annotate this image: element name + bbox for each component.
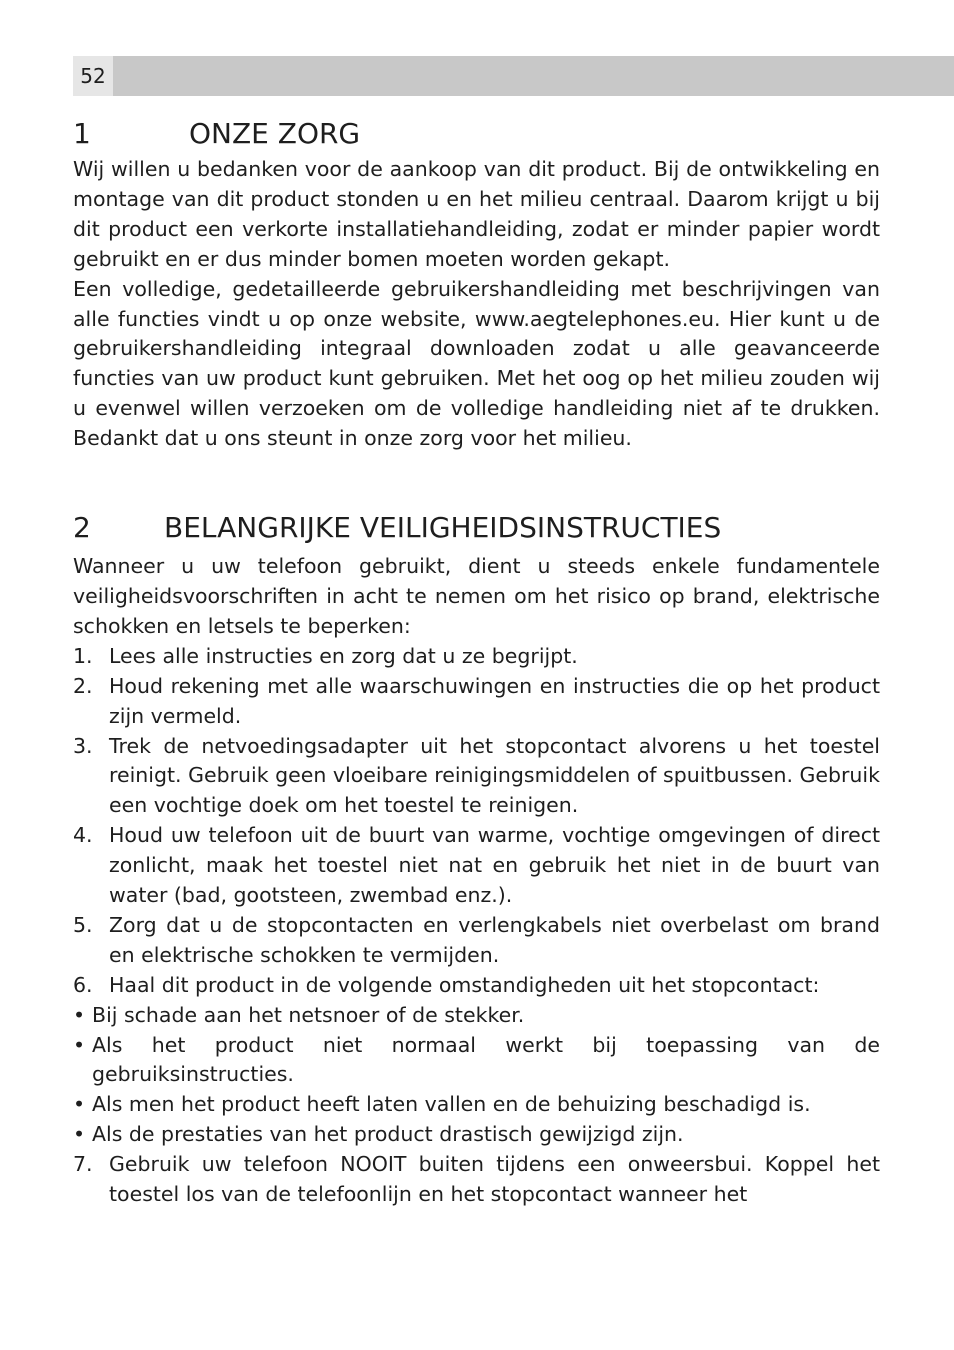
bullet-marker: • xyxy=(73,1032,86,1057)
list-marker: 2. xyxy=(73,673,93,698)
list-item xyxy=(73,672,880,732)
bullet-item xyxy=(73,1120,880,1150)
list-item-text: Lees alle instructies en zorg dat u ze begrijpt. xyxy=(109,643,578,668)
list-item-text: Houd uw telefoon uit de buurt van warme, vochtige omgevingen of direct zonlicht, maak het toestel niet nat en gebruik het niet in de buurt van water (bad, gootsteen, zwembad enz.). xyxy=(109,823,880,908)
paragraph: Een volledige, gedetailleerde gebruikershandleiding met beschrijvingen van alle functies vindt u op onze website, www.aegtelephones.eu. Hier kunt u de gebruikershandleiding integraal downloaden zodat u alle geavanceerde functies van uw product kunt gebruiken. Met het oog op het milieu zouden wij u evenwel willen verzoeken om de volledige handleiding niet af te drukken. Bedankt dat u ons steunt in onze zorg voor het milieu. xyxy=(73,276,880,451)
list-marker: 3. xyxy=(73,733,93,758)
list-item-text: Haal dit product in de volgende omstandigheden uit het stopcontact: xyxy=(109,972,820,997)
bullet-marker: • xyxy=(73,1092,86,1117)
page-header-bar xyxy=(73,56,954,96)
bullet-item xyxy=(73,1001,880,1031)
section-title: ONZE ZORG xyxy=(189,117,361,150)
list-marker: 5. xyxy=(73,912,93,937)
list-item xyxy=(73,1150,880,1210)
list-item-text: Trek de netvoedingsadapter uit het stopcontact alvorens u het toestel reinigt. Gebruik geen vloeibare reinigingsmiddelen of spuitbussen. Gebruik een vochtige doek om het toestel te reinigen. xyxy=(109,733,880,818)
section-heading xyxy=(73,114,880,154)
bullet-item-text: Als het product niet normaal werkt bij toepassing van de gebruiksinstructies. xyxy=(92,1032,880,1087)
list-item-text: Gebruik uw telefoon NOOIT buiten tijdens een onweersbui. Koppel het toestel los van de telefoonlijn en het stopcontact wanneer het xyxy=(109,1152,880,1207)
bullet-item xyxy=(73,1090,880,1120)
list-marker: 4. xyxy=(73,823,93,848)
list-item xyxy=(73,821,880,911)
bullet-item-text: Als men het product heeft laten vallen en de behuizing beschadigd is. xyxy=(92,1092,811,1117)
bullet-marker: • xyxy=(73,1002,86,1027)
section-title: BELANGRIJKE VEILIGHEIDSINSTRUCTIES xyxy=(164,511,722,545)
section-onze-zorg xyxy=(73,114,880,454)
list-item xyxy=(73,642,880,672)
section-heading xyxy=(73,508,880,548)
bullet-item xyxy=(73,1031,880,1091)
intro-paragraph: Wanneer u uw telefoon gebruikt, dient u steeds enkele fundamentele veiligheidsvoorschriften in acht te nemen om het risico op brand, elektrische schokken en letsels te beperken: xyxy=(73,554,880,638)
list-item xyxy=(73,971,880,1001)
list-marker: 7. xyxy=(73,1152,93,1177)
section-number: 2 xyxy=(73,511,91,545)
instruction-list xyxy=(73,642,880,1210)
page-number: 52 xyxy=(73,56,113,96)
list-marker: 1. xyxy=(73,643,93,668)
list-item xyxy=(73,911,880,971)
list-item-text: Houd rekening met alle waarschuwingen en instructies die op het product zijn vermeld. xyxy=(109,673,880,728)
paragraph: Wij willen u bedanken voor de aankoop van dit product. Bij de ontwikkeling en montage van dit product stonden u en het milieu centraal. Daarom krijgt u bij dit product een verkorte installatiehandleiding, zodat er minder papier wordt gebruikt en er dus minder bomen moeten worden gekapt. xyxy=(73,157,880,271)
section-number: 1 xyxy=(73,117,91,150)
section-veiligheidsinstructies xyxy=(73,508,880,1210)
list-item-text: Zorg dat u de stopcontacten en verlengkabels niet overbelast om brand en elektrische schokken te vermijden. xyxy=(109,912,880,967)
bullet-item-text: Als de prestaties van het product drastisch gewijzigd zijn. xyxy=(92,1122,684,1147)
page-content xyxy=(73,114,880,1210)
bullet-item-text: Bij schade aan het netsnoer of de stekker. xyxy=(92,1002,525,1027)
list-marker: 6. xyxy=(73,972,93,997)
list-item xyxy=(73,732,880,822)
bullet-marker: • xyxy=(73,1122,86,1147)
